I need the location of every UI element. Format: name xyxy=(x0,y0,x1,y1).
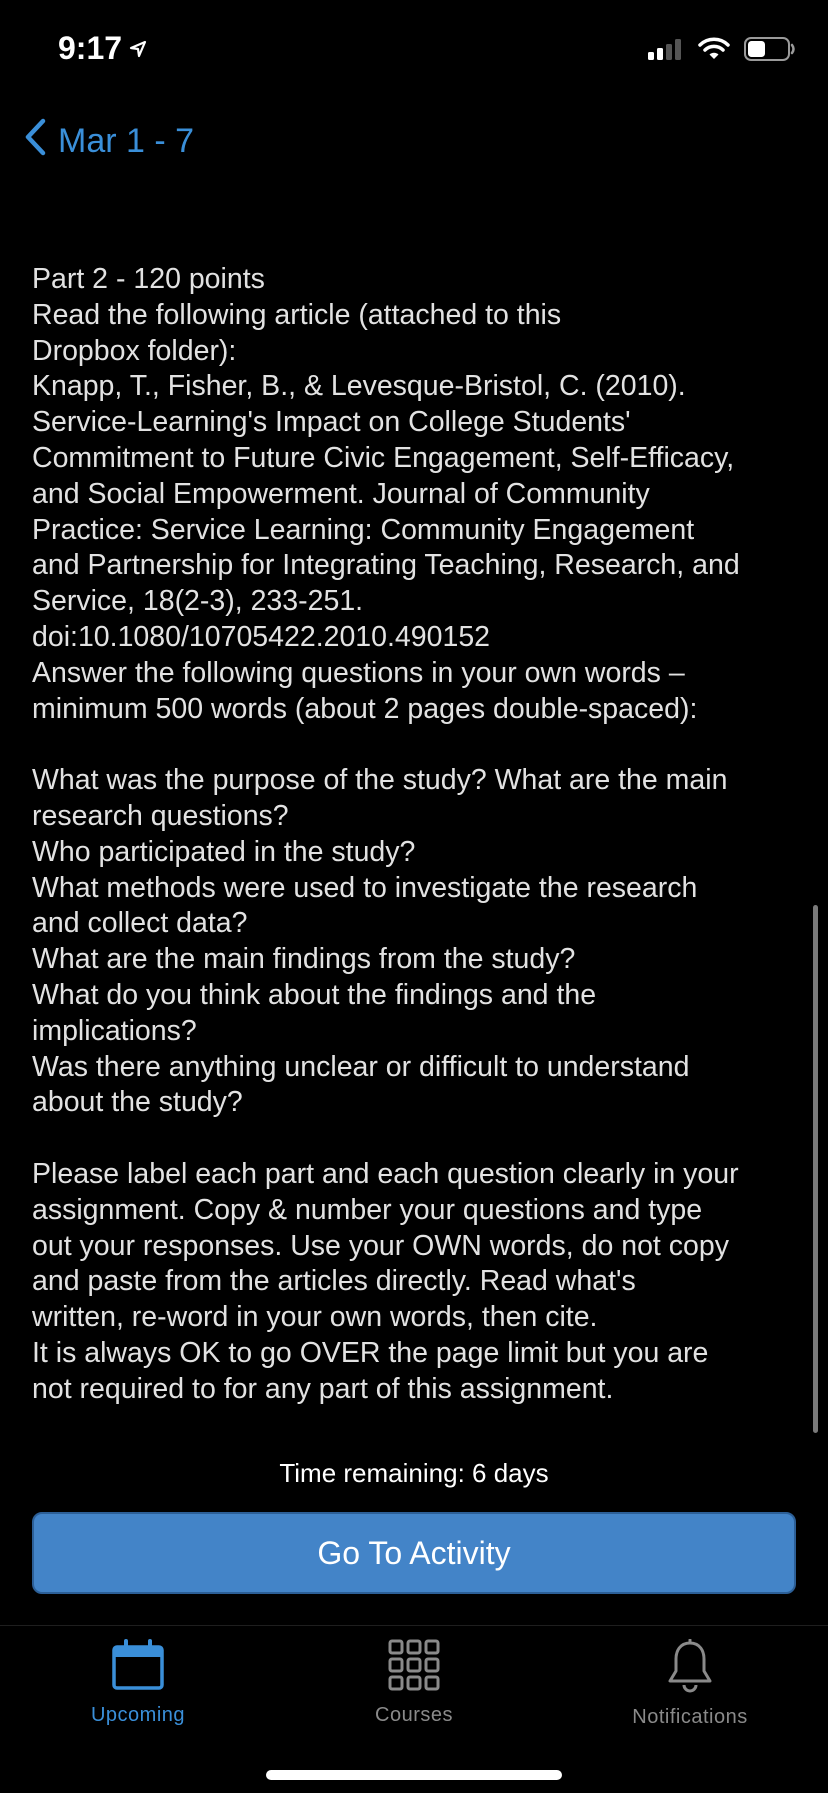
status-icons xyxy=(648,36,796,67)
description-line: Read the following article (attached to this xyxy=(32,298,562,331)
description-line: Part 2 - 120 points xyxy=(32,263,265,295)
description-line: and Partnership for Integrating Teaching, Research, and xyxy=(32,549,740,582)
tab-upcoming-label: Upcoming xyxy=(90,1704,186,1726)
description-line: What methods were used to investigate the research xyxy=(32,871,698,904)
description-line: Service, 18(2-3), 233-251. xyxy=(32,585,364,618)
tab-notifications[interactable] xyxy=(552,1639,828,1729)
home-indicator[interactable] xyxy=(266,1770,562,1780)
description-line: Service-Learning's Impact on College Students' xyxy=(32,406,631,439)
back-label: Mar 1 - 7 xyxy=(58,122,195,160)
battery-icon xyxy=(744,36,796,67)
description-line: about the study? xyxy=(32,1086,243,1119)
description-line: research questions? xyxy=(32,799,289,832)
description-line: written, re-word in your own words, then cite. xyxy=(32,1301,598,1334)
description-line: not required to for any part of this assignment. xyxy=(32,1372,614,1405)
description-line: Answer the following questions in your own words – xyxy=(32,656,685,689)
status-time xyxy=(58,30,148,67)
time-remaining: Time remaining: 6 days xyxy=(279,1458,549,1488)
description-line: Who participated in the study? xyxy=(32,835,416,868)
paragraph-gap xyxy=(32,727,802,763)
scroll-indicator[interactable] xyxy=(813,905,818,1433)
calendar-icon xyxy=(111,1639,165,1696)
description-line: and paste from the articles directly. Read what's xyxy=(32,1265,636,1298)
assignment-description xyxy=(32,262,802,1408)
description-line: Dropbox folder): xyxy=(32,334,237,367)
description-line: minimum 500 words (about 2 pages double-spaced): xyxy=(32,692,698,725)
description-line: assignment. Copy & number your questions and type xyxy=(32,1193,703,1226)
description-line: Please label each part and each question clearly in your xyxy=(32,1157,739,1190)
go-to-activity-label: Go To Activity xyxy=(317,1534,511,1571)
description-line: Commitment to Future Civic Engagement, Self-Efficacy, xyxy=(32,441,735,474)
description-line: out your responses. Use your OWN words, do not copy xyxy=(32,1229,729,1262)
tab-bar xyxy=(0,1625,828,1793)
cellular-signal-icon xyxy=(648,38,684,65)
location-arrow-icon xyxy=(128,30,148,67)
tab-courses[interactable] xyxy=(276,1639,552,1727)
go-to-activity-button[interactable] xyxy=(32,1512,796,1594)
description-line: What do you think about the findings and the xyxy=(32,978,597,1011)
status-time-text: 9:17 xyxy=(58,30,123,66)
paragraph-gap xyxy=(32,1121,802,1157)
tab-notifications-label: Notifications xyxy=(632,1706,748,1728)
description-line: Practice: Service Learning: Community Engagement xyxy=(32,513,695,546)
description-line: It is always OK to go OVER the page limit but you are xyxy=(32,1336,709,1369)
back-button[interactable] xyxy=(24,118,194,165)
description-line: doi:10.1080/10705422.2010.490152 xyxy=(32,620,491,653)
description-line: Was there anything unclear or difficult to understand xyxy=(32,1050,690,1083)
description-line: Knapp, T., Fisher, B., & Levesque-Bristol, C. (2010). xyxy=(32,370,686,403)
description-line: and collect data? xyxy=(32,907,248,940)
description-line: implications? xyxy=(32,1014,197,1047)
description-line: and Social Empowerment. Journal of Community xyxy=(32,477,650,510)
grid-icon xyxy=(388,1639,440,1696)
description-line: What was the purpose of the study? What are the main xyxy=(32,764,728,797)
wifi-icon xyxy=(698,37,730,66)
chevron-left-icon xyxy=(24,118,46,165)
tab-courses-label: Courses xyxy=(375,1704,453,1726)
description-line: What are the main findings from the study? xyxy=(32,943,576,976)
bell-icon xyxy=(666,1639,714,1698)
tab-upcoming[interactable] xyxy=(0,1639,276,1727)
